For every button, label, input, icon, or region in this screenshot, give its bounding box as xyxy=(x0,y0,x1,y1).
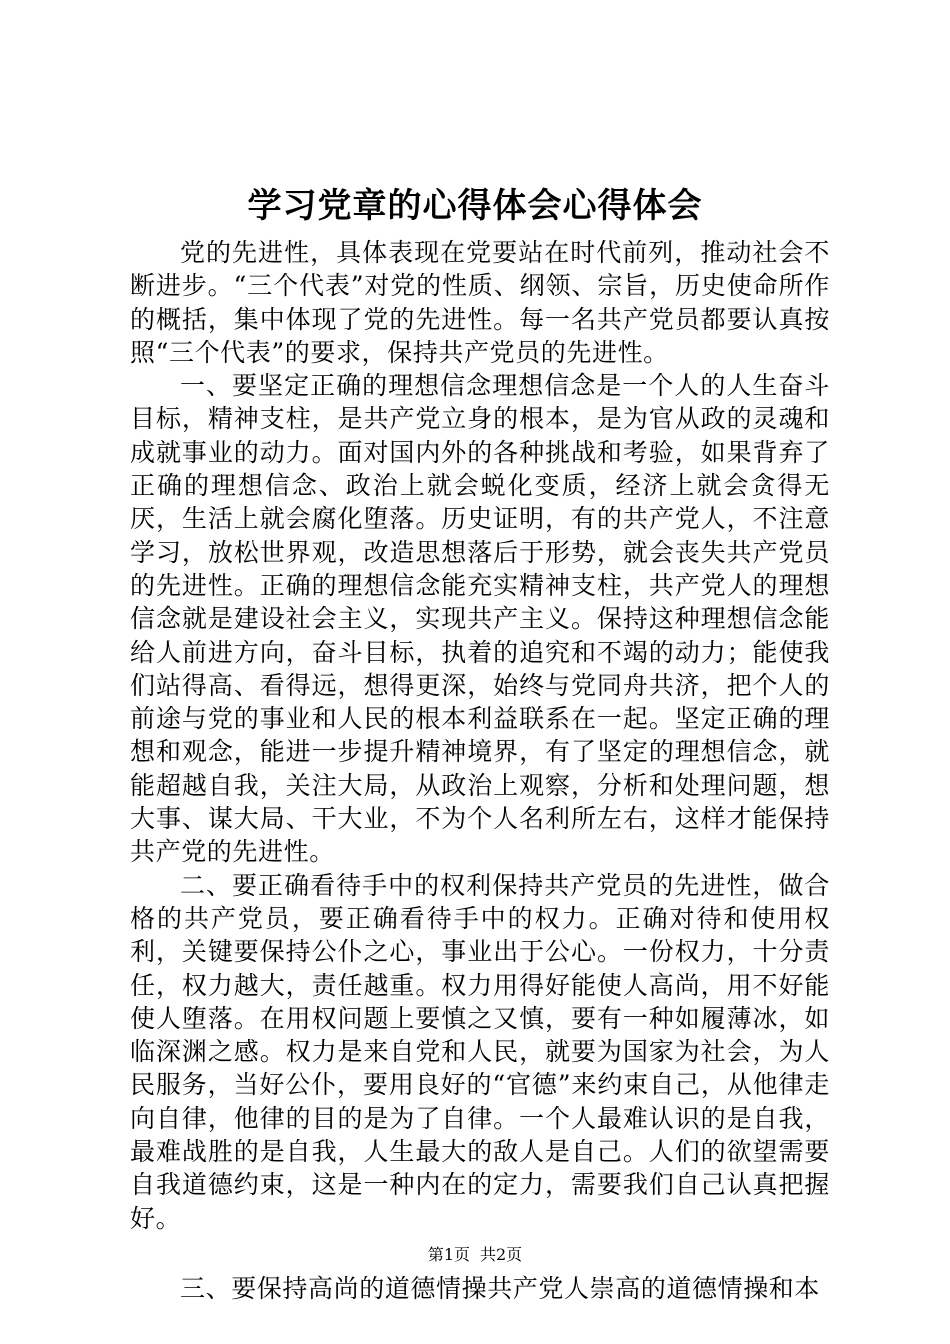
document-body xyxy=(130,236,830,1305)
page-footer xyxy=(0,1244,950,1266)
paragraph-intro: 党的先进性，具体表现在党要站在时代前列，推动社会不断进步。“三个代表”对党的性质、纲领、宗旨，历史使命所作的概括，集中体现了党的先进性。每一名共产党员都要认真按照“三个代表”的要求，保持共产党员的先进性。 xyxy=(130,238,830,367)
page-number: 第1页 xyxy=(427,1245,470,1264)
paragraph-section-1: 一、要坚定正确的理想信念理想信念是一个人的人生奋斗目标，精神支柱，是共产党立身的根本，是为官从政的灵魂和成就事业的动力。面对国内外的各种挑战和考验，如果背弃了正确的理想信念、政治上就会蜕化变质，经济上就会贪得无厌，生活上就会腐化堕落。历史证明，有的共产党人，不注意学习，放松世界观，改造思想落后于形势，就会丧失共产党员的先进性。正确的理想信念能充实精神支柱，共产党人的理想信念就是建设社会主义，实现共产主义。保持这种理想信念能给人前进方向，奋斗目标，执着的追究和不竭的动力；能使我们站得高、看得远，想得更深，始终与党同舟共济，把个人的前途与党的事业和人民的根本利益联系在一起。坚定正确的理想和观念，能进一步提升精神境界，有了坚定的理想信念，就能超越自我，关注大局，从政治上观察，分析和处理问题，想大事、谋大局、干大业，不为个人名利所左右，这样才能保持共产党的先进性。 xyxy=(130,371,830,867)
page-total: 共2页 xyxy=(480,1245,523,1264)
paragraph-section-3: 三、要保持高尚的道德情操共产党人崇高的道德情操和本 xyxy=(180,1273,821,1303)
paragraph-section-2: 二、要正确看待手中的权利保持共产党员的先进性，做合格的共产党员，要正确看待手中的权力。正确对待和使用权利，关键要保持公仆之心，事业出于公心。一份权力，十分责任，权力越大，责任越重。权力用得好能使人高尚，用不好能使人堕落。在用权问题上要慎之又慎，要有一种如履薄冰，如临深渊之感。权力是来自党和人民，就要为国家为社会，为人民服务，当好公仆，要用良好的“官德”来约束自己，从他律走向自律，他律的目的是为了自律。一个人最难认识的是自我，最难战胜的是自我，人生最大的敌人是自己。人们的欲望需要自我道德约束，这是一种内在的定力，需要我们自己认真把握好。 xyxy=(130,870,830,1233)
document-title: 学习党章的心得体会心得体会 xyxy=(247,186,703,226)
